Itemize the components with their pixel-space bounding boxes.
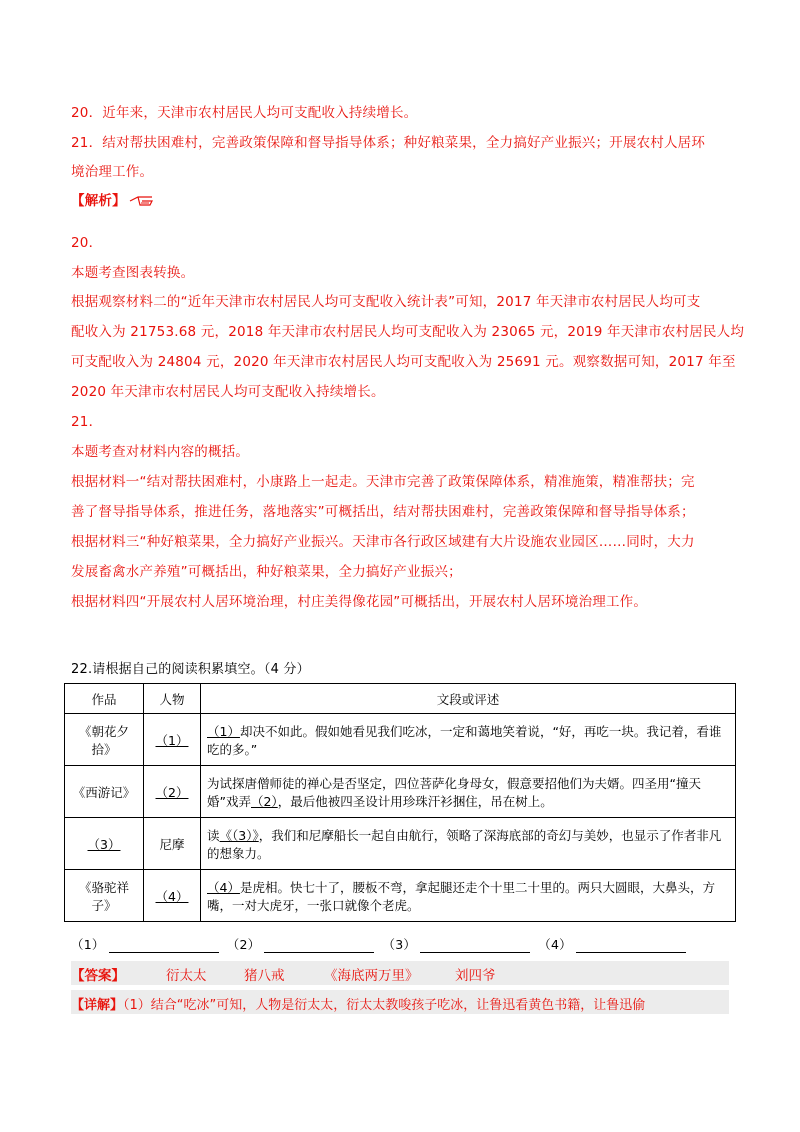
analysis-line: 本题考查对材料内容的概括。 [71, 444, 250, 460]
analysis-line: 根据材料一“结对帮扶困难村，小康路上一起走。天津市完善了政策保障体系，精准施策，精准帮扶；完 [71, 474, 695, 490]
answer-bar [71, 961, 729, 985]
jiexi-label: 【解析】 [71, 193, 126, 209]
pointing-hand-icon [128, 194, 158, 208]
blank-label: （2） [226, 937, 261, 952]
cell-person: （4） [144, 870, 201, 922]
reading-table [64, 683, 736, 922]
jiexi-heading [71, 189, 158, 209]
detail-bar [71, 990, 729, 1014]
analysis-line: 根据材料四“开展农村人居环境治理，村庄美得像花园”可概括出，开展农村人居环境治理工作。 [71, 594, 648, 610]
cell-text [201, 766, 736, 818]
passage-text: 读 [207, 827, 220, 843]
table-row [65, 766, 736, 818]
header-work: 作品 [65, 684, 144, 714]
question-prompt: 22.请根据自己的阅读积累填空。（4 分） [71, 662, 310, 677]
analysis-line: 根据材料三“种好粮菜果，全力搞好产业振兴。天津市各行政区域建有大片设施农业园区……同时，大力 [71, 534, 695, 550]
blank-label: （3） [382, 937, 417, 952]
cell-text [201, 870, 736, 922]
answer-blank[interactable] [576, 940, 686, 953]
analysis-line: 善了督导指导体系，推进任务，落地落实”可概括出，结对帮扶困难村，完善政策保障和督导指导体系； [71, 504, 695, 520]
table-row [65, 870, 736, 922]
analysis-line: 本题考查图表转换。 [71, 265, 195, 281]
answer-line-21-cont: 境治理工作。 [71, 164, 154, 180]
blank-marker: 《（3）》 [219, 827, 259, 843]
table-row [65, 714, 736, 766]
analysis-line: 20． [71, 235, 103, 251]
cell-text [201, 818, 736, 870]
passage-text: 却决不如此。假如她看见我们吃冰，一定和蔼地笑着说，“好，再吃一块。我记着，看谁吃的多。” [207, 723, 722, 757]
cell-work: 《朝花夕拾》 [65, 714, 144, 766]
answer-line-21: 21．结对帮扶困难村，完善政策保障和督导指导体系；种好粮菜果，全力搞好产业振兴；开展农村人居环 [71, 135, 706, 151]
blank-marker: （2） [250, 793, 278, 809]
passage-text: 是虎相。快七十了，腰板不弯，拿起腿还走个十里二十里的。两只大圆眼，大鼻头，方嘴，一对大虎牙，一张口就像个老虎。 [207, 879, 715, 913]
answer-blank[interactable] [264, 940, 374, 953]
cell-text [201, 714, 736, 766]
table-row [65, 818, 736, 870]
passage-text: ，我们和尼摩船长一起自由航行，领略了深海底部的奇幻与美妙，也显示了作者非凡的想象力。 [207, 827, 722, 861]
cell-work: （3） [65, 818, 144, 870]
analysis-line: 21． [71, 414, 103, 430]
analysis-line: 配收入为 21753.68 元，2018 年天津市农村居民人均可支配收入为 23065 元，2019 年天津市农村居民人均 [71, 324, 745, 340]
analysis-line: 可支配收入为 24804 元，2020 年天津市农村居民人均可支配收入为 25691 元。观察数据可知，2017 年至 [71, 354, 736, 370]
passage-text: ，最后他被四圣设计用珍珠汗衫捆住，吊在树上。 [277, 793, 553, 809]
answer-blank[interactable] [420, 940, 530, 953]
analysis-line: 发展畜禽水产养殖”可概括出，种好粮菜果，全力搞好产业振兴； [71, 564, 462, 580]
answer-line-20: 20．近年来，天津市农村居民人均可支配收入持续增长。 [71, 105, 418, 121]
answer-item: 猪八戒 [244, 968, 285, 984]
detail-line [71, 994, 645, 1013]
header-person: 人物 [144, 684, 201, 714]
cell-work: 《西游记》 [65, 766, 144, 818]
detail-label: 【详解】 [71, 998, 124, 1013]
answer-item: 刘四爷 [455, 968, 496, 984]
answer-item: 衍太太 [166, 968, 207, 984]
header-text: 文段或评述 [201, 684, 736, 714]
analysis-line: 2020 年天津市农村居民人均可支配收入持续增长。 [71, 384, 385, 400]
cell-person: （2） [144, 766, 201, 818]
detail-text: （1）结合“吃冰”可知，人物是衍太太，衍太太教唆孩子吃冰，让鲁迅看黄色书籍，让鲁迅偷 [123, 998, 646, 1013]
cell-work: 《骆驼祥子》 [65, 870, 144, 922]
table-header-row [65, 684, 736, 714]
passage-text: 为试探唐僧师徒的禅心是否坚定，四位菩萨化身母女，假意要招他们为夫婿。四圣用“撞天婚”戏弄 [207, 775, 701, 809]
blank-marker: （4） [207, 879, 240, 895]
answer-blanks-row [71, 935, 690, 953]
answer-blank[interactable] [109, 940, 219, 953]
blank-label: （4） [538, 937, 572, 952]
cell-person: 尼摩 [144, 818, 201, 870]
answer-item: 《海底两万里》 [324, 968, 419, 984]
answer-label: 【答案】 [71, 968, 125, 984]
cell-person: （1） [144, 714, 201, 766]
blank-marker: （1） [207, 723, 240, 739]
blank-label: （1） [71, 937, 105, 952]
analysis-line: 根据观察材料二的“近年天津市农村居民人均可支配收入统计表”可知，2017 年天津市农村居民人均可支 [71, 294, 701, 310]
